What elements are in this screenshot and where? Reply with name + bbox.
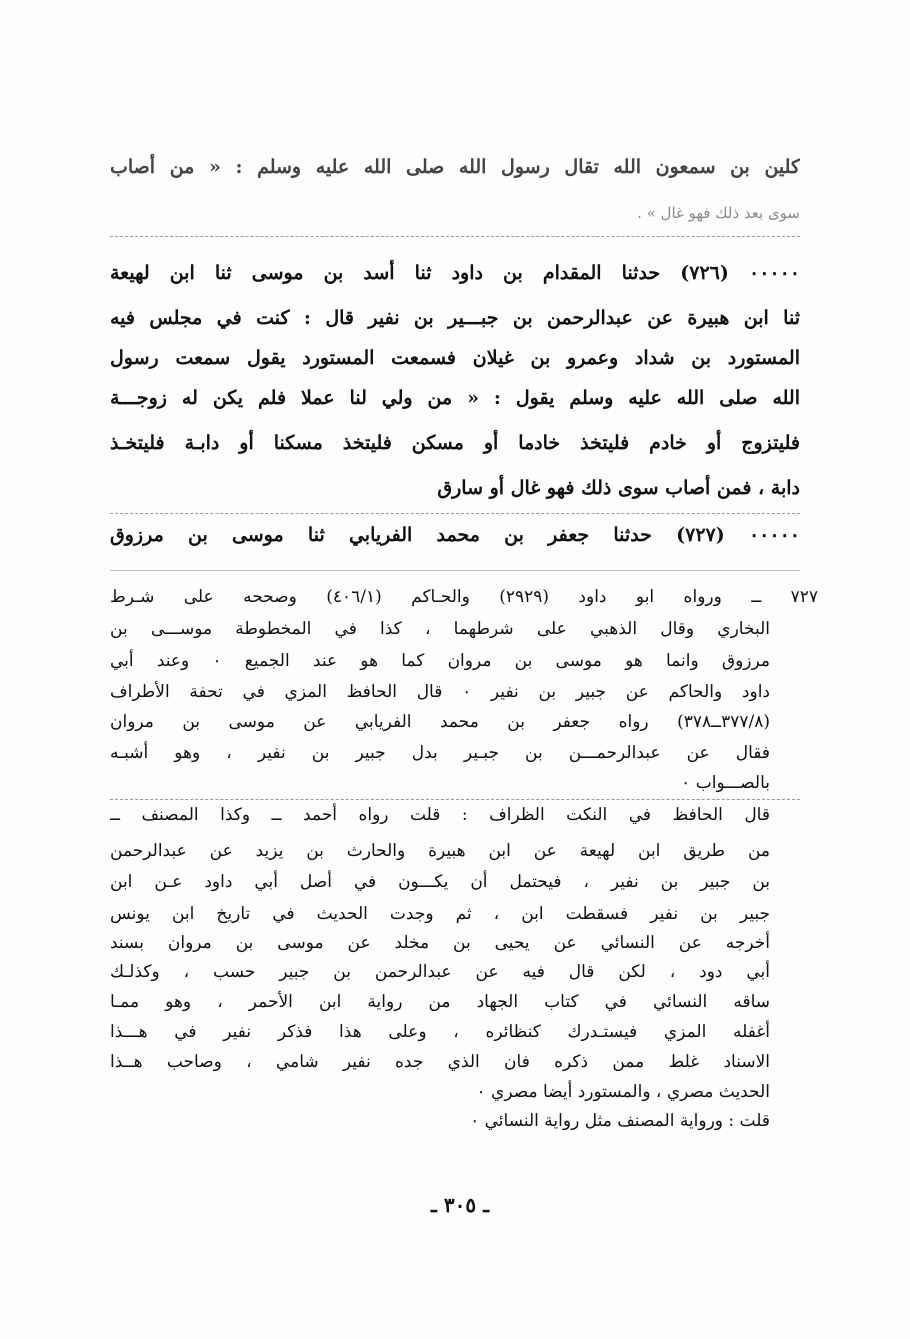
hadith-726-line-4: الله صلى الله عليه وسلم يقول : « من ولي لنا عملا فلم يكن له زوجـــة (110, 387, 800, 409)
hadith-divider (110, 513, 800, 514)
footnote-note-line-4: جبير بن نفير فسقطت ابن ، ثم وجدت الحديث في تاريخ ابن يونس (110, 904, 770, 924)
hadith-726-line-6: دابة ، فمن أصاب سوى ذلك فهو غال أو سارق (437, 477, 800, 499)
footnote-727-line-1: ٧٢٧ ــ ورواه ابو داود (٢٩٢٩) والحـاكم (٤٠٦/١) وصححه على شـرط (110, 587, 818, 607)
hadith-726-line-5: فليتزوج أو خادم فليتخذ خادما أو مسكن فليتخذ مسكنا أو دابـة فليتخـذ (110, 432, 800, 454)
footnote-note-line-7: ساقه النسائي في كتاب الجهاد من رواية ابن الأحمر ، وهو ممـا (110, 992, 770, 1012)
footnote-727-line-4: داود والحاكم عن جبير بن نفير ٠ قال الحافظ المزي في تحفة الأطراف (110, 682, 770, 702)
hadith-727-line: ٠٠٠٠٠ (٧٢٧) حدثنا جعفر بن محمد الفريابي ثنا موسى بن مرزوق (110, 524, 800, 546)
footnote-note-line-9: الاسناد غلط ممن ذكره فان الذي جده نفير شامي ، وصاحب هــذا (110, 1052, 770, 1072)
footnote-note-line-10: الحديث مصري ، والمستورد أيضا مصري ٠ (476, 1082, 770, 1102)
footnote-727-line-3: مرزوق وانما هو موسى بن مروان كما هو عند الجميع ٠ وعند أبي (110, 651, 770, 671)
hadith-726-line-2: ثنا ابن هبيرة عن عبدالرحمن بن جبـــير بن نفير قال : كنت في مجلس فيه (110, 307, 800, 329)
footnote-note-line-1: قال الحافظ في النكت الظراف : قلت رواه أحمد ــ وكذا المصنف ــ (110, 805, 770, 825)
footnote-note-line-3: بن جبير بن نفير ، فيحتمل أن يكـــون في أصل أبي داود عـن ابن (110, 872, 770, 892)
footnote-note-line-8: أغفله المزي فيستـدرك كنظائره ، وعلى هذا فذكر نفير في هـــذا (110, 1022, 770, 1042)
note-divider (110, 799, 800, 800)
footnote-note-line-5: أخرجه عن النسائي عن يحيى بن مخلد عن موسى بن مروان بسند (110, 933, 770, 953)
footnote-note-line-11: قلت : ورواية المصنف مثل رواية النسائي ٠ (470, 1111, 770, 1131)
footnote-727-line-7: بالصـــواب ٠ (681, 773, 770, 793)
footnote-note-line-6: أبي دود ، لكن قال فيه عن عبدالرحمن بن جبير حسب ، وكذلـك (110, 962, 770, 982)
footnote-727-line-6: فقال عن عبدالرحمـــن بن جبـير بدل جبير بن نفير ، وهو أشبـه (110, 743, 770, 763)
footnote-727-line-2: البخاري وقال الذهبي على شرطهما ، كذا في المخطوطة موســـى بن (110, 619, 770, 639)
footnote-separator (110, 570, 800, 571)
section-divider (110, 236, 800, 237)
footnote-727-line-5: (٣٧٧/٨ــ٣٧٨) رواه جعفر بن محمد الفريابي عن موسى بن مروان (110, 712, 770, 732)
hadith-726-line-3: المستورد بن شداد وعمرو بن غيلان فسمعت المستورد يقول سمعت رسول (110, 347, 800, 369)
top-fragment-line-1: كلين بن سمعون الله تقال رسول الله صلى الله عليه وسلم : « من أصاب (110, 156, 800, 178)
page-number: ـ ٣٠٥ ـ (431, 1193, 489, 1217)
footnote-note-line-2: من طريق ابن لهيعة عن ابن هبيرة والحارث بن يزيد عن عبدالرحمن (110, 841, 770, 861)
hadith-726-line-1: ٠٠٠٠٠ (٧٢٦) حدثنا المقدام بن داود ثنا أسد بن موسى ثنا ابن لهيعة (110, 262, 800, 284)
top-fragment-line-2: سوى بعد ذلك فهو غال » . (637, 204, 800, 222)
